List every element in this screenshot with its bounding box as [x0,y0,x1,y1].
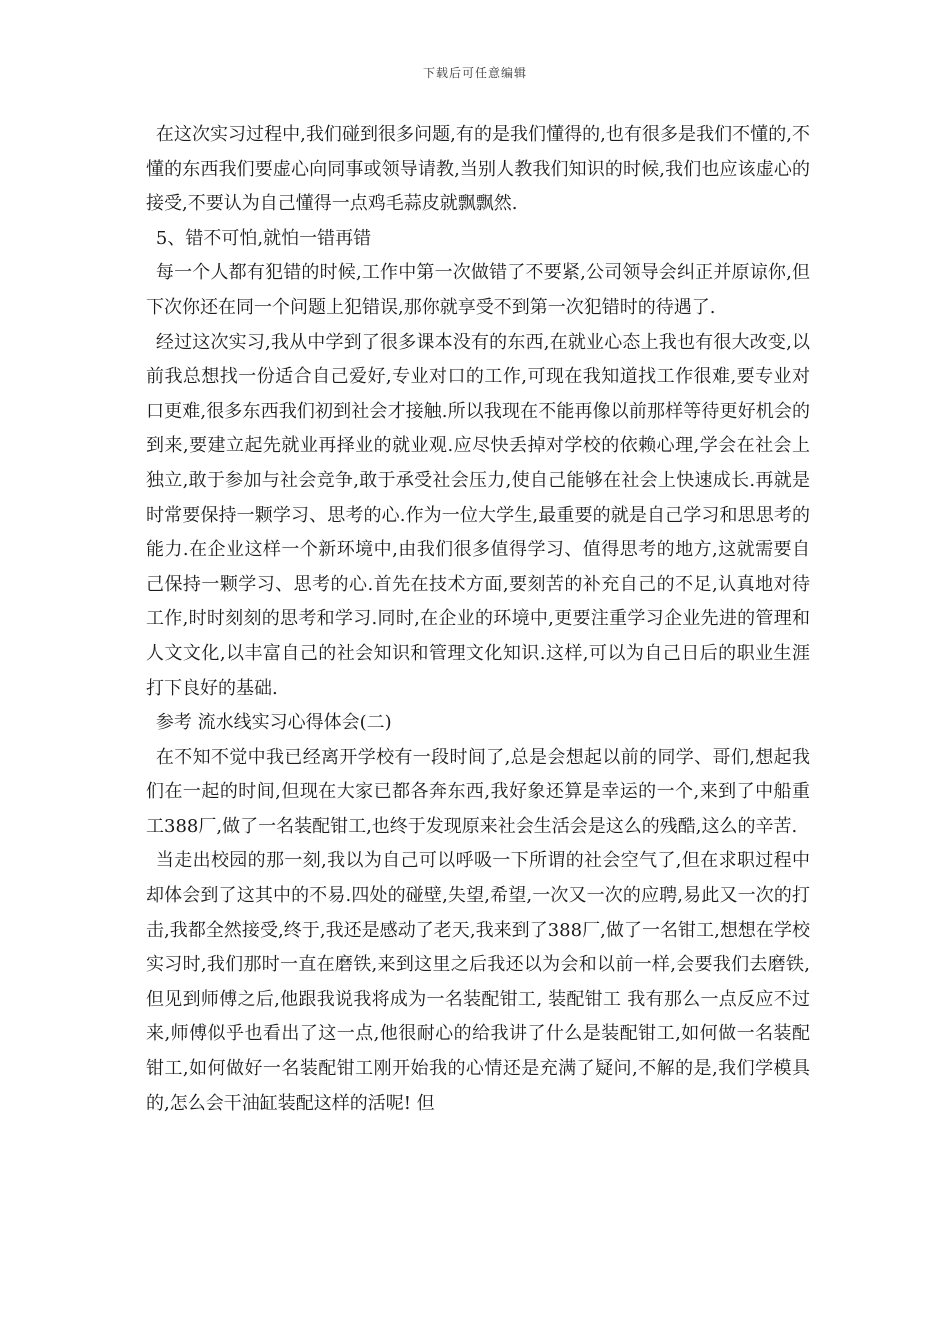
page-header: 下载后可任意编辑 [422,66,527,80]
section-heading-5: 5、错不可怕,就怕一错再错 [155,227,372,249]
document-body [146,118,810,1121]
paragraph-job-search: 当走出校园的那一刻,我以为自己可以呼吸一下所谓的社会空气了,但在求职过程中却体会到了这其中的不易.四处的碰壁,失望,希望,一次又一次的应聘,易此又一次的打击,我都全然接受,终于,我还是感动了老天,我来到了388厂,做了一名钳工,想想在学校实习时,我们那时一直在磨铁,来到这里之后我还以为会和以前一样,会要我们去磨铁,但见到师傅之后,他跟我说我将成为一名装配钳工, 装配钳工 我有那么一点反应不过来,师傅似乎也看出了这一点,他很耐心的给我讲了什么是装配钳工,如何做一名装配钳工,如何做好一名装配钳工刚开始我的心情还是充满了疑问,不解的是,我们学模具的,怎么会干油缸装配这样的活呢! 但 [146,850,810,1114]
paragraph-experience: 经过这次实习,我从中学到了很多课本没有的东西,在就业心态上我也有很大改变,以前我总想找一份适合自己爱好,专业对口的工作,可现在我知道找工作很难,要专业对口更难,很多东西我们初到社会才接触.所以我现在不能再像以前那样等待更好机会的到来,要建立起先就业再择业的就业观.应尽快丢掉对学校的依赖心理,学会在社会上独立,敢于参加与社会竞争,敢于承受社会压力,使自己能够在社会上快速成长.再就是时常要保持一颗学习、思考的心.作为一位大学生,最重要的就是自己学习和思思考的能力.在企业这样一个新环境中,由我们很多值得学习、值得思考的地方,这就需要自己保持一颗学习、思考的心.首先在技术方面,要刻苦的补充自己的不足,认真地对待工作,时时刻刻的思考和学习.同时,在企业的环境中,更要注重学习企业先进的管理和人文文化,以丰富自己的社会知识和管理文化知识.这样,可以为自己日后的职业生涯打下良好的基础. [146,331,810,699]
section-heading-reference: 参考 流水线实习心得体会(二) [155,712,392,734]
paragraph-humility: 在这次实习过程中,我们碰到很多问题,有的是我们懂得的,也有很多是我们不懂的,不懂的东西我们要虚心向同事或领导请教,当别人教我们知识的时候,我们也应该虚心的接受,不要认为自己懂得一点鸡毛蒜皮就飘飘然. [146,124,810,215]
paragraph-mistakes: 每一个人都有犯错的时候,工作中第一次做错了不要紧,公司领导会纠正并原谅你,但下次你还在同一个问题上犯错误,那你就享受不到第一次犯错时的待遇了. [146,262,810,318]
paragraph-left-school: 在不知不觉中我已经离开学校有一段时间了,总是会想起以前的同学、哥们,想起我们在一起的时间,但现在大家已都各奔东西,我好象还算是幸运的一个,来到了中船重工388厂,做了一名装配钳工,也终于发现原来社会生活会是这么的残酷,这么的辛苦. [146,746,810,837]
